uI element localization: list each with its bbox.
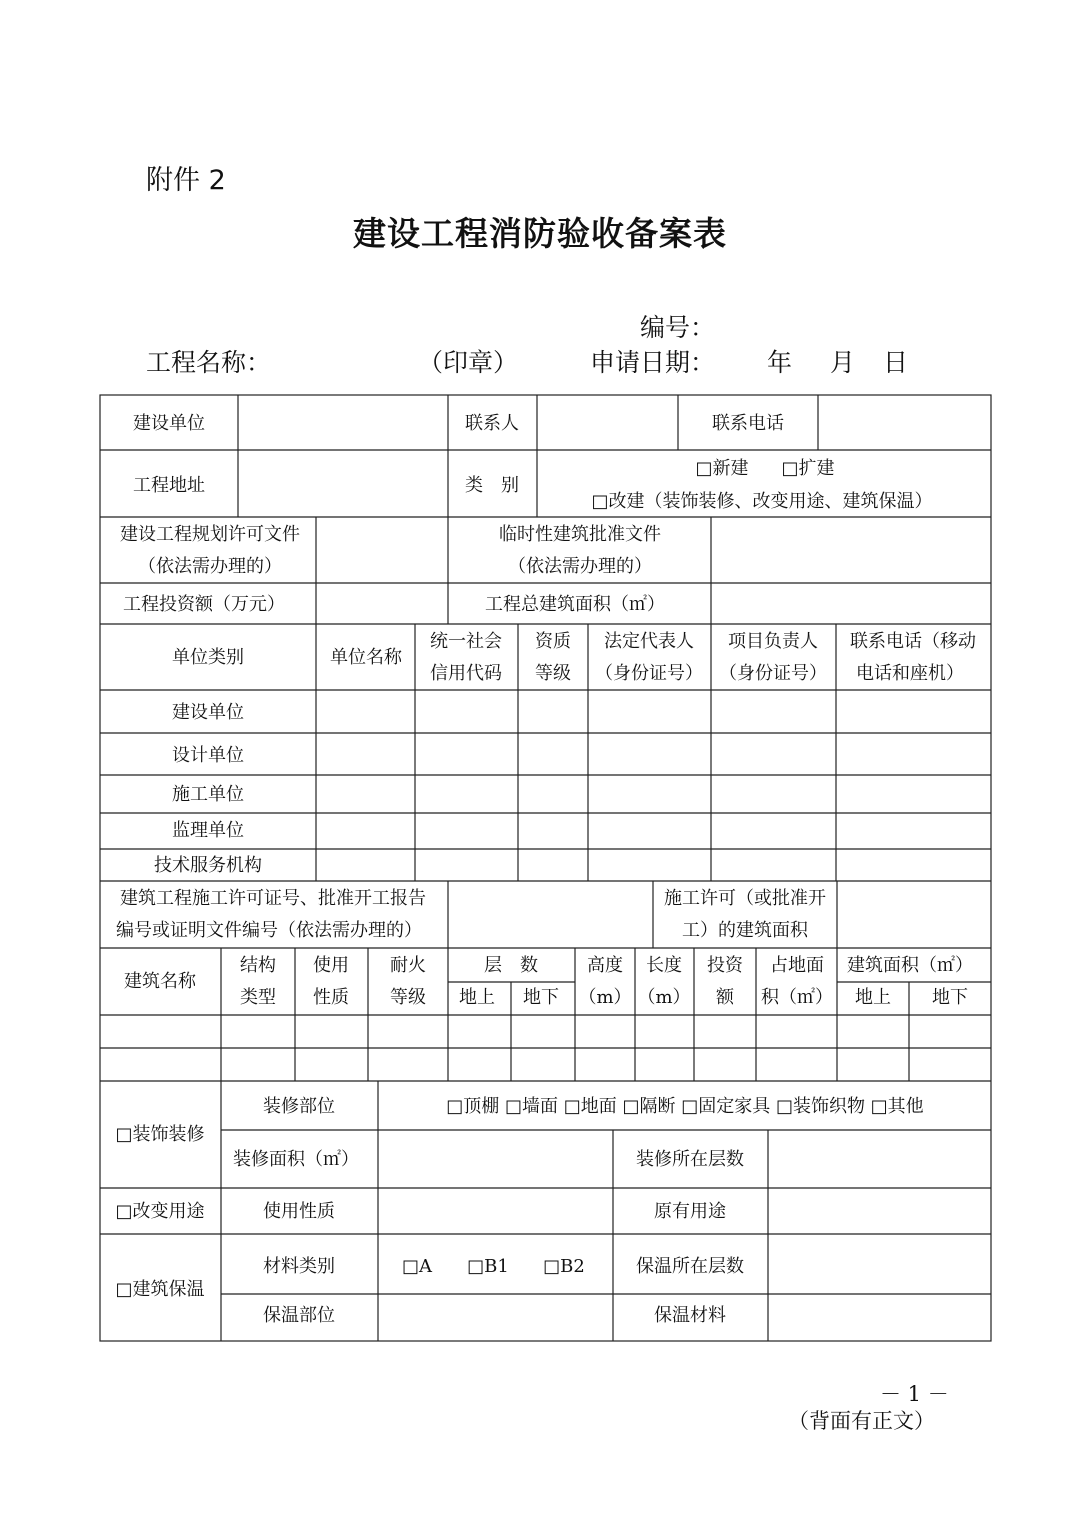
area-above-header: 地上	[855, 987, 891, 1008]
use-header-2: 性质	[313, 987, 349, 1008]
category-rebuild-checkbox[interactable]: □改建（装饰装修、改变用途、建筑保温）	[591, 491, 933, 512]
seal-label: （印章）	[418, 348, 519, 377]
insulation-checkbox[interactable]: □建筑保温	[115, 1279, 205, 1300]
floors-below-header: 地下	[523, 987, 559, 1008]
attachment-label: 附件 2	[146, 165, 226, 196]
temp-approval-label: 临时性建筑批准文件	[499, 524, 661, 545]
plan-permit-note: （依法需办理的）	[138, 556, 282, 577]
decoration-floors-label: 装修所在层数	[636, 1149, 744, 1170]
unit-row-label: 建设单位	[172, 702, 244, 723]
credit-code-header-2: 信用代码	[430, 663, 502, 684]
use-header: 使用	[313, 955, 349, 976]
project-name-label: 工程名称：	[146, 348, 272, 377]
contact-label: 联系人	[465, 413, 519, 434]
footprint-header-2: 积（㎡）	[761, 987, 833, 1008]
height-header-2: （m）	[578, 987, 632, 1008]
phone-label: 联系电话	[712, 413, 784, 434]
number-label: 编号：	[640, 313, 716, 342]
category-label: 类 别	[465, 475, 519, 496]
invest-header-2: 额	[716, 987, 734, 1008]
unit-row-label: 施工单位	[172, 784, 244, 805]
structure-header: 结构	[240, 955, 276, 976]
page-number: － 1 －	[880, 1382, 949, 1406]
unit-row-label: 监理单位	[172, 820, 244, 841]
project-manager-header-2: （身份证号）	[719, 663, 827, 684]
permit-area-label: 施工许可（或批准开	[664, 888, 826, 909]
original-use-label: 原有用途	[654, 1201, 726, 1222]
unit-phone-header-2: 电话和座机）	[856, 663, 964, 684]
insulation-part-label: 保温部位	[263, 1305, 335, 1326]
legal-rep-header: 法定代表人	[604, 631, 694, 652]
decoration-area-label: 装修面积（㎡）	[233, 1149, 359, 1170]
unit-type-header: 单位类别	[172, 647, 244, 668]
length-header: 长度	[646, 955, 682, 976]
floors-above-header: 地上	[459, 987, 495, 1008]
footprint-header: 占地面	[770, 955, 824, 976]
unit-row-label: 技术服务机构	[154, 855, 262, 876]
building-area-header: 建筑面积（㎡）	[847, 955, 973, 976]
credit-code-header: 统一社会	[430, 631, 502, 652]
total-area-label: 工程总建筑面积（㎡）	[485, 594, 665, 615]
permit-area-label-2: 工）的建筑面积	[682, 920, 808, 941]
material-b1-checkbox[interactable]: □B1	[467, 1256, 509, 1277]
apply-date-label: 申请日期：	[590, 348, 716, 377]
unit-name-header: 单位名称	[330, 647, 402, 668]
build-unit-label: 建设单位	[133, 413, 205, 434]
building-name-header: 建筑名称	[124, 971, 196, 992]
unit-row-label: 设计单位	[172, 745, 244, 766]
category-new-checkbox[interactable]: □新建	[695, 458, 749, 479]
date-day: 日	[883, 348, 909, 377]
decoration-part-options[interactable]: □顶棚 □墙面 □地面 □隔断 □固定家具 □装饰织物 □其他	[446, 1096, 924, 1117]
page-title: 建设工程消防验收备案表	[353, 214, 727, 253]
area-below-header: 地下	[932, 987, 968, 1008]
invest-header: 投资	[707, 955, 743, 976]
address-label: 工程地址	[133, 475, 205, 496]
legal-rep-header-2: （身份证号）	[595, 663, 703, 684]
change-use-checkbox[interactable]: □改变用途	[115, 1201, 205, 1222]
plan-permit-label: 建设工程规划许可文件	[120, 524, 300, 545]
material-type-label: 材料类别	[263, 1256, 335, 1277]
fire-rating-header: 耐火	[390, 955, 426, 976]
back-note: （背面有正文）	[788, 1409, 935, 1433]
permit-label-2: 编号或证明文件编号（依法需办理的）	[116, 920, 422, 941]
insulation-material-label: 保温材料	[654, 1305, 726, 1326]
material-a-checkbox[interactable]: □A	[401, 1256, 433, 1277]
unit-phone-header: 联系电话（移动	[850, 631, 976, 652]
date-month: 月	[830, 348, 856, 377]
floors-header: 层 数	[484, 955, 538, 976]
structure-header-2: 类型	[240, 987, 276, 1008]
qualification-header-2: 等级	[535, 663, 571, 684]
use-nature-label: 使用性质	[263, 1201, 335, 1222]
fire-rating-header-2: 等级	[390, 987, 426, 1008]
length-header-2: （m）	[637, 987, 691, 1008]
qualification-header: 资质	[535, 631, 571, 652]
material-b2-checkbox[interactable]: □B2	[543, 1256, 585, 1277]
decoration-checkbox[interactable]: □装饰装修	[115, 1124, 205, 1145]
insulation-floors-label: 保温所在层数	[636, 1256, 744, 1277]
category-expand-checkbox[interactable]: □扩建	[781, 458, 835, 479]
project-manager-header: 项目负责人	[728, 631, 818, 652]
temp-approval-note: （依法需办理的）	[508, 556, 652, 577]
decoration-part-label: 装修部位	[263, 1096, 335, 1117]
investment-label: 工程投资额（万元）	[123, 594, 285, 615]
date-year: 年	[767, 348, 793, 377]
permit-label: 建筑工程施工许可证号、批准开工报告	[120, 888, 426, 909]
height-header: 高度	[587, 955, 623, 976]
